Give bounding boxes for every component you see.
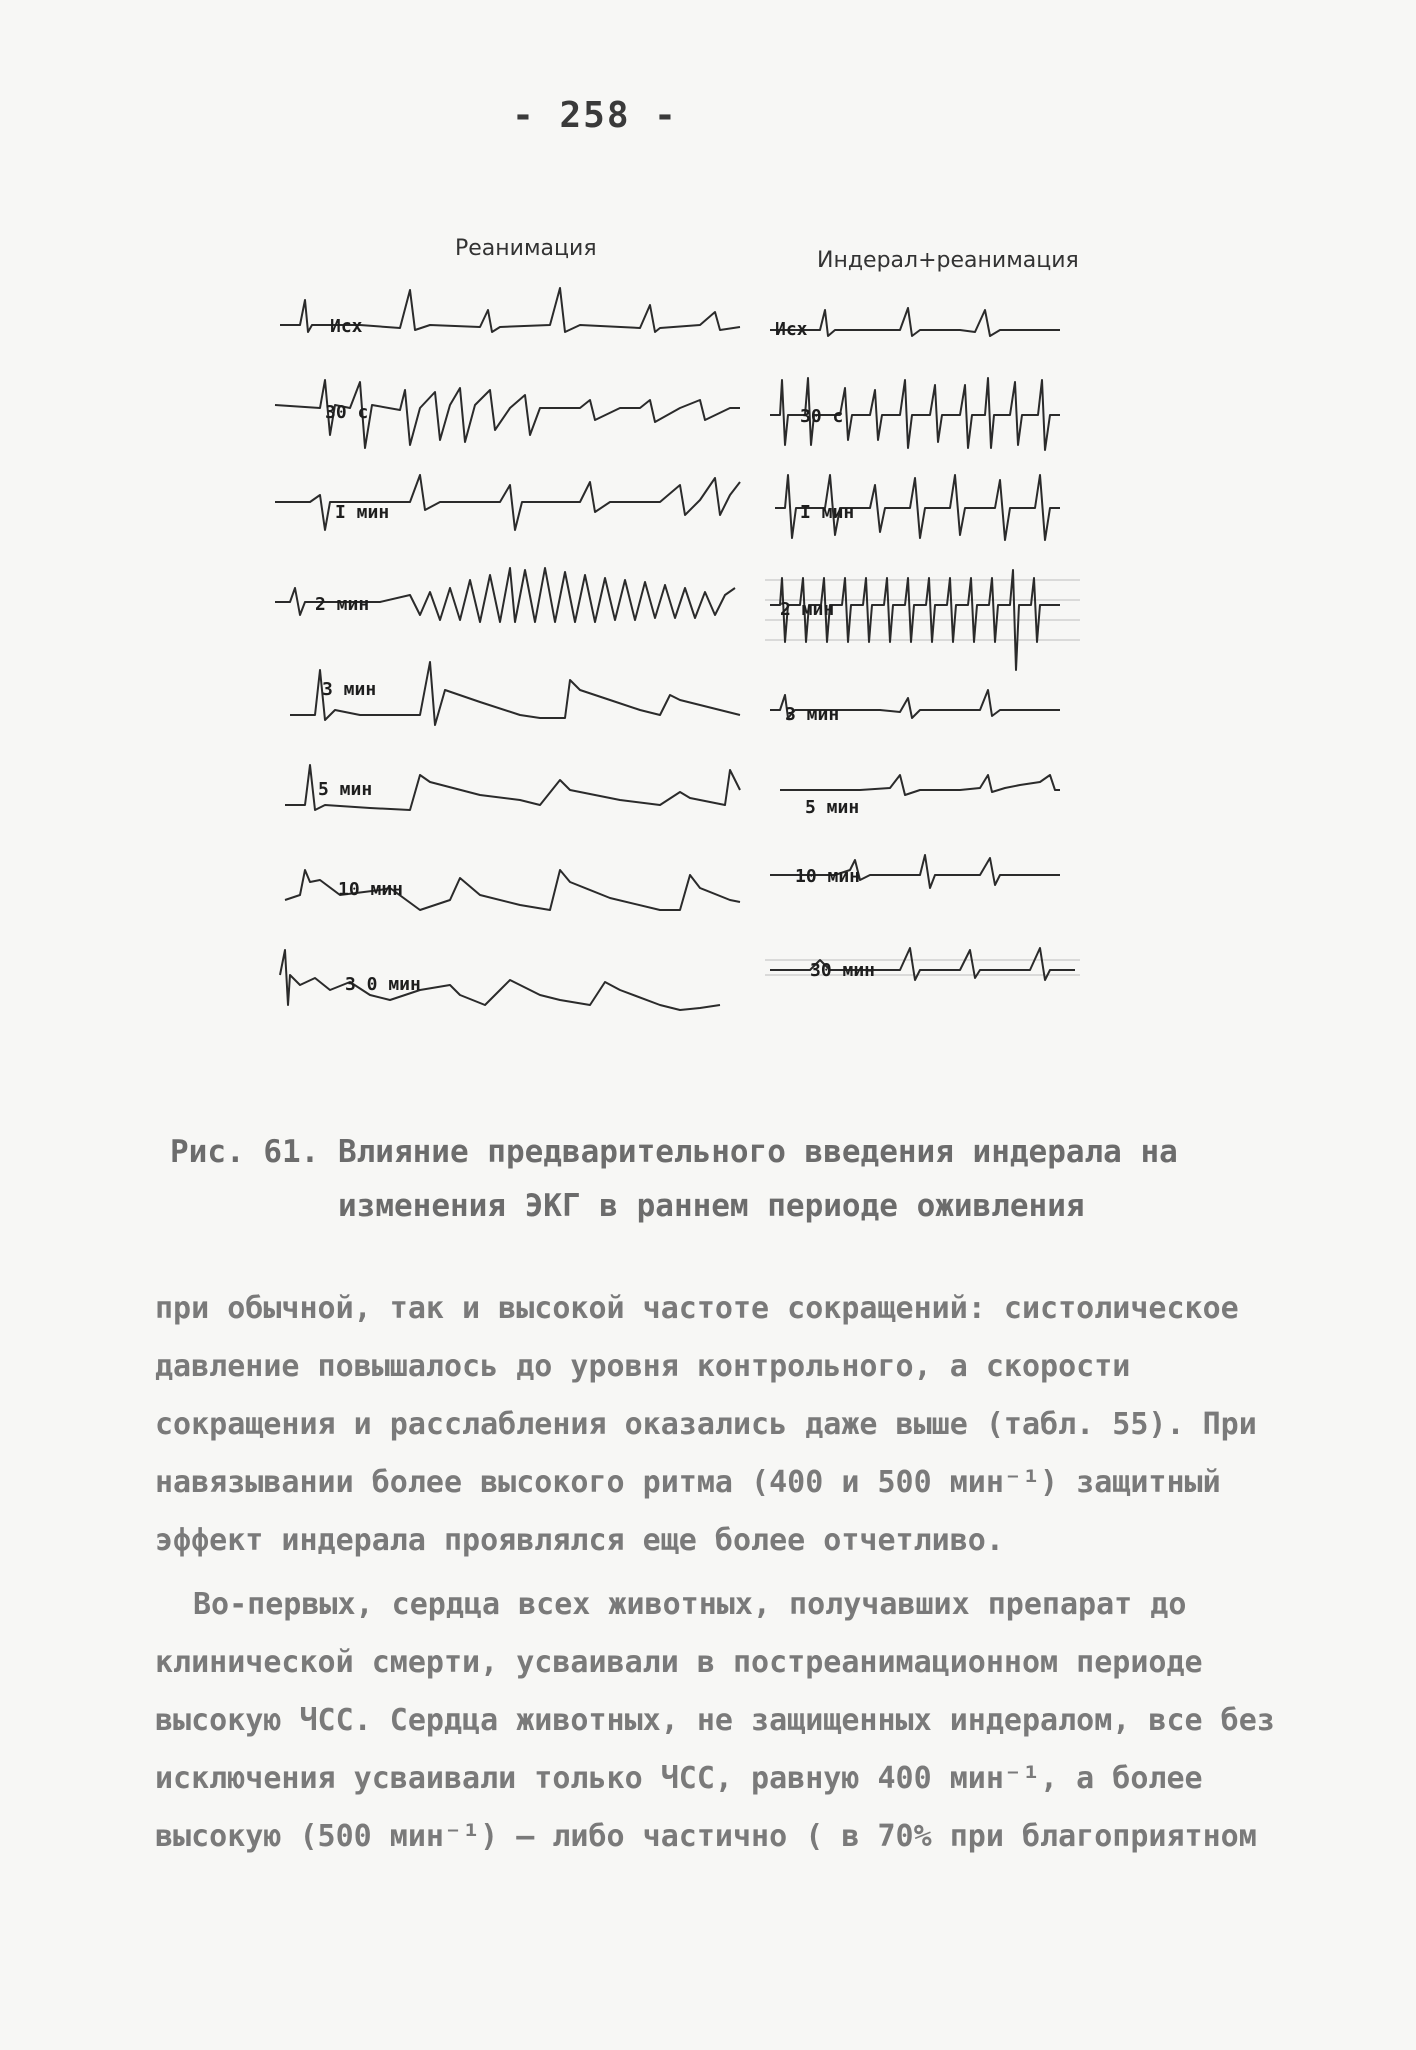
ecg-right-trace-1 xyxy=(770,308,1060,340)
ecg-left-label-7: 10 мин xyxy=(338,879,404,900)
ecg-left-trace-7 xyxy=(285,870,740,910)
ecg-right-trace-6 xyxy=(780,775,1060,818)
ecg-left-label-8: 3 0 мин xyxy=(345,974,421,995)
ecg-left-trace-4 xyxy=(275,568,735,622)
ecg-right-label-1: Исх xyxy=(775,319,808,340)
ecg-right-label-7: 10 мин xyxy=(795,866,861,887)
ecg-left-label-6: 5 мин xyxy=(318,779,373,800)
figure-left-title: Реанимация xyxy=(455,236,597,261)
ecg-right-trace-2 xyxy=(770,378,1060,450)
figure-right-title: Индерал+реанимация xyxy=(817,248,1079,273)
ecg-left-label-3: I мин xyxy=(335,502,390,523)
ecg-right-trace-5 xyxy=(770,690,1060,725)
page-number: - 258 - xyxy=(512,95,678,136)
ecg-left-label-1: Исх xyxy=(330,316,363,337)
ecg-right-label-5: 3 мин xyxy=(785,704,840,725)
caption-line-2: изменения ЭКГ в раннем периоде оживления xyxy=(338,1188,1085,1224)
caption-line-1: Рис. 61. Влияние предварительного введения индерала на xyxy=(170,1134,1178,1170)
ecg-right-label-6: 5 мин xyxy=(805,797,860,818)
ecg-left-trace-2 xyxy=(275,380,740,448)
ecg-right-trace-8 xyxy=(770,948,1075,981)
ecg-left-trace-8 xyxy=(280,950,720,1010)
ecg-right-label-3: I мин xyxy=(800,502,855,523)
ecg-right-label-8: 30 мин xyxy=(810,960,876,981)
body-text xyxy=(155,1280,1275,1866)
figure-caption xyxy=(170,1125,1230,1233)
ecg-right-trace-3 xyxy=(775,475,1060,540)
ecg-left-trace-3 xyxy=(275,475,740,530)
ecg-left-label-5: 3 мин xyxy=(322,679,377,700)
ecg-left-label-4: 2 мин xyxy=(315,594,370,615)
ecg-left-trace-5 xyxy=(290,662,740,725)
ecg-left-trace-6 xyxy=(285,765,740,810)
paragraph-2: Во-первых, сердца всех животных, получавших препарат до клинической смерти, усваивали в постреанимационном периоде высокую ЧСС. Сердца животных, не защищенных индералом, все без исключения усваивали только ЧСС, равную 400 мин⁻¹, а более высокую (500 мин⁻¹) – либо частично ( в 70% при благоприятном xyxy=(155,1587,1275,1854)
ecg-figure xyxy=(260,270,1090,1070)
ecg-left-label-2: 30 с xyxy=(325,402,369,423)
ecg-right-label-4: 2 мин xyxy=(780,599,835,620)
ecg-right-label-2: 30 с xyxy=(800,406,844,427)
ecg-right-trace-7 xyxy=(770,855,1060,888)
paragraph-1: при обычной, так и высокой частоте сокращений: систолическое давление повышалось до уровня контрольного, а скорости сокращения и расслабления оказались даже выше (табл. 55). При навязывании более высокого ритма (400 и 500 мин⁻¹) защитный эффект индерала проявлялся еще более отчетливо. xyxy=(155,1291,1257,1558)
ecg-left-trace-1 xyxy=(280,288,740,337)
